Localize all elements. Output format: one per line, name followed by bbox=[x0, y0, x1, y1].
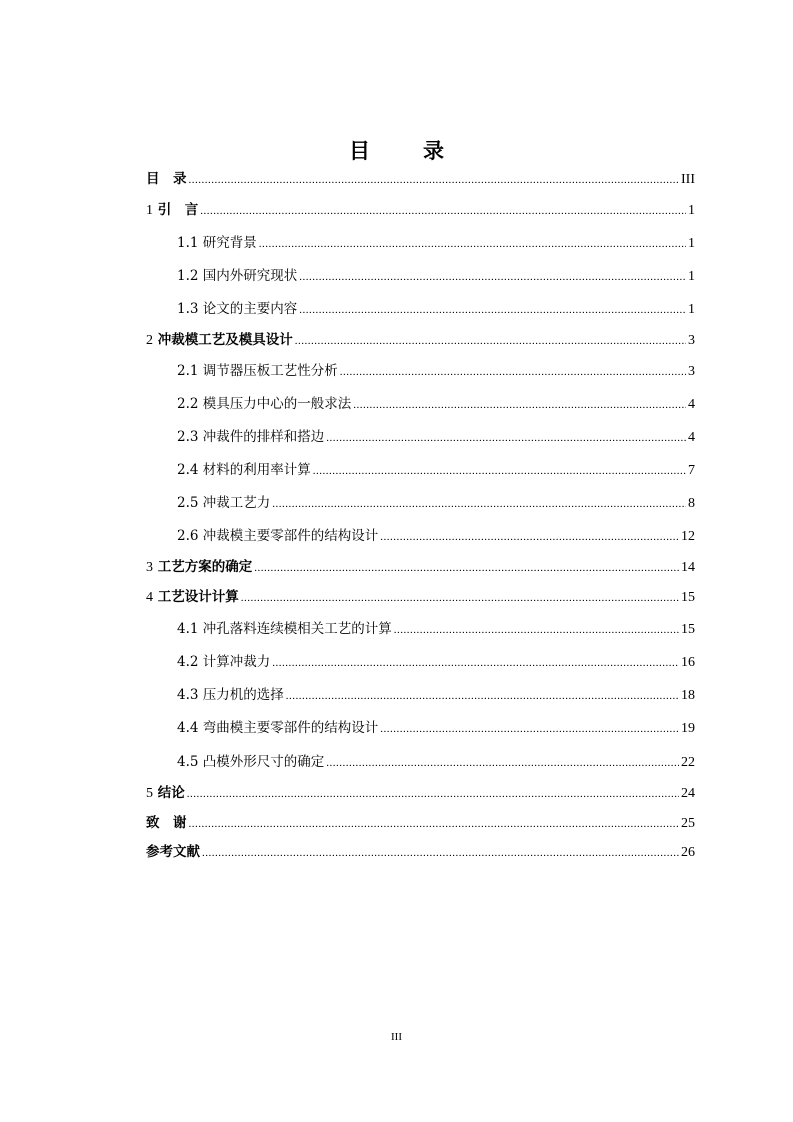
dot-leader bbox=[254, 556, 679, 580]
toc-entry-section[interactable] bbox=[177, 297, 695, 321]
toc-entry-page-number: 26 bbox=[681, 845, 695, 860]
toc-entry-title: 致 谢 bbox=[146, 815, 187, 831]
toc-entry-page-number: 4 bbox=[688, 397, 695, 412]
toc-entry-section[interactable] bbox=[177, 524, 695, 548]
toc-entry-section[interactable] bbox=[177, 617, 695, 641]
toc-title: 目 录 bbox=[349, 139, 460, 163]
toc-entry-number: 4.3 bbox=[177, 687, 199, 703]
toc-entry-label bbox=[146, 198, 198, 223]
toc-entry-title: 工艺方案的确定 bbox=[157, 559, 253, 575]
dot-leader bbox=[299, 265, 686, 289]
toc-entry-chapter[interactable] bbox=[146, 840, 695, 864]
toc-entry-label bbox=[177, 425, 324, 449]
toc-entry-title: 参考文献 bbox=[146, 844, 200, 860]
toc-entry-page-number: 7 bbox=[688, 463, 695, 478]
toc-entry-section[interactable] bbox=[177, 650, 695, 674]
toc-entry-title: 压力机的选择 bbox=[202, 687, 284, 703]
toc-entry-section[interactable] bbox=[177, 264, 695, 288]
toc-entry-label bbox=[177, 264, 297, 288]
dot-leader bbox=[202, 841, 679, 865]
toc-entry-chapter[interactable] bbox=[146, 328, 695, 352]
toc-entry-number: 1.1 bbox=[177, 235, 199, 251]
dot-leader bbox=[295, 329, 686, 353]
toc-entry-page-number: 25 bbox=[681, 816, 695, 831]
toc-entry-title: 材料的利用率计算 bbox=[202, 462, 311, 478]
toc-entry-number: 4.4 bbox=[177, 720, 199, 736]
dot-leader bbox=[326, 426, 686, 450]
toc-entry-page-number: 1 bbox=[688, 203, 695, 218]
toc-entry-label bbox=[146, 167, 187, 191]
toc-entry-page-number: 24 bbox=[681, 786, 695, 801]
toc-entry-chapter[interactable] bbox=[146, 811, 695, 835]
toc-entry-page-number: 16 bbox=[681, 655, 695, 670]
dot-leader bbox=[241, 586, 679, 610]
toc-entry-title: 凸模外形尺寸的确定 bbox=[202, 754, 325, 770]
toc-entry-number: 3 bbox=[146, 560, 153, 575]
dot-leader bbox=[259, 232, 686, 256]
toc-entry-page-number: 12 bbox=[681, 529, 695, 544]
toc-entry-page-number: III bbox=[681, 172, 695, 187]
toc-entry-number: 1.3 bbox=[177, 301, 199, 317]
toc-entry-label bbox=[177, 524, 378, 548]
toc-entry-title: 国内外研究现状 bbox=[202, 268, 298, 284]
dot-leader bbox=[299, 298, 686, 322]
toc-entry-section[interactable] bbox=[177, 716, 695, 740]
toc-entry-number: 1 bbox=[146, 203, 153, 218]
toc-entry-section[interactable] bbox=[177, 392, 695, 416]
dot-leader bbox=[313, 459, 686, 483]
toc-entry-number: 2.5 bbox=[177, 495, 199, 511]
toc-entry-page-number: 22 bbox=[681, 755, 695, 770]
toc-entry-page-number: 4 bbox=[688, 430, 695, 445]
toc-entry-page-number: 18 bbox=[681, 688, 695, 703]
toc-entry-page-number: 1 bbox=[688, 302, 695, 317]
dot-leader bbox=[380, 717, 679, 741]
toc-entry-title: 引 言 bbox=[157, 202, 199, 218]
toc-entry-title: 冲裁件的排样和搭边 bbox=[202, 429, 325, 445]
toc-entry-label bbox=[177, 231, 257, 255]
toc-entry-section[interactable] bbox=[177, 683, 695, 707]
toc-entry-title: 调节器压板工艺性分析 bbox=[202, 363, 338, 379]
toc-entry-number: 4 bbox=[146, 590, 153, 605]
toc-entry-section[interactable] bbox=[177, 458, 695, 482]
toc-entry-label bbox=[177, 750, 324, 774]
toc-entry-page-number: 15 bbox=[681, 590, 695, 605]
toc-entry-label bbox=[177, 683, 284, 707]
toc-entry-number: 4.1 bbox=[177, 621, 199, 637]
toc-entry-section[interactable] bbox=[177, 750, 695, 774]
toc-entry-page-number: 1 bbox=[688, 236, 695, 251]
toc-entry-chapter[interactable] bbox=[146, 198, 695, 222]
toc-entry-page-number: 15 bbox=[681, 622, 695, 637]
dot-leader bbox=[353, 393, 686, 417]
dot-leader bbox=[286, 684, 679, 708]
toc-entry-title: 目 录 bbox=[146, 171, 187, 187]
toc-entry-title: 冲裁模工艺及模具设计 bbox=[157, 332, 293, 348]
toc-entry-number: 2.2 bbox=[177, 396, 199, 412]
toc-entry-section[interactable] bbox=[177, 359, 695, 383]
dot-leader bbox=[200, 199, 686, 223]
toc-entry-label bbox=[177, 359, 338, 383]
dot-leader bbox=[380, 525, 679, 549]
toc-entry-number: 4.2 bbox=[177, 654, 199, 670]
toc-entry-page-number: 3 bbox=[688, 333, 695, 348]
toc-entry-title: 冲裁工艺力 bbox=[202, 495, 271, 511]
toc-entry-chapter[interactable] bbox=[146, 555, 695, 579]
toc-entry-section[interactable] bbox=[177, 491, 695, 515]
toc-entry-label bbox=[177, 491, 270, 515]
toc-entry-section[interactable] bbox=[177, 425, 695, 449]
toc-entry-number: 5 bbox=[146, 786, 153, 801]
toc-entry-label bbox=[177, 716, 378, 740]
toc-entry-page-number: 14 bbox=[681, 560, 695, 575]
dot-leader bbox=[272, 651, 679, 675]
toc-entry-number: 2.4 bbox=[177, 462, 199, 478]
dot-leader bbox=[340, 360, 686, 384]
toc-entry-number: 4.5 bbox=[177, 754, 199, 770]
toc-entry-chapter[interactable] bbox=[146, 167, 695, 191]
toc-entry-title: 冲裁模主要零部件的结构设计 bbox=[202, 528, 379, 544]
toc-entry-label bbox=[146, 811, 187, 835]
toc-entry-page-number: 8 bbox=[688, 496, 695, 511]
toc-entry-title: 工艺设计计算 bbox=[157, 589, 239, 605]
toc-entry-label bbox=[146, 585, 239, 610]
toc-entry-page-number: 19 bbox=[681, 721, 695, 736]
toc-entry-section[interactable] bbox=[177, 231, 695, 255]
dot-leader bbox=[326, 751, 679, 775]
page-footer-number: III bbox=[391, 1031, 402, 1043]
toc-entry-number: 2.3 bbox=[177, 429, 199, 445]
toc-entry-label bbox=[146, 555, 252, 580]
toc-entry-title: 冲孔落料连续模相关工艺的计算 bbox=[202, 621, 392, 637]
toc-entry-chapter[interactable] bbox=[146, 781, 695, 805]
toc-entry-title: 论文的主要内容 bbox=[202, 301, 298, 317]
toc-entry-label bbox=[146, 840, 200, 864]
toc-entry-number: 1.2 bbox=[177, 268, 199, 284]
toc-entry-title: 弯曲模主要零部件的结构设计 bbox=[202, 720, 379, 736]
toc-entry-label bbox=[177, 392, 351, 416]
toc-entry-title: 计算冲裁力 bbox=[202, 654, 271, 670]
toc-entry-title: 研究背景 bbox=[202, 235, 257, 251]
toc-entry-label bbox=[177, 650, 270, 674]
toc-entry-number: 2.6 bbox=[177, 528, 199, 544]
dot-leader bbox=[189, 168, 680, 192]
toc-entry-chapter[interactable] bbox=[146, 585, 695, 609]
dot-leader bbox=[187, 782, 679, 806]
toc-entry-number: 2 bbox=[146, 333, 153, 348]
toc-entry-title: 模具压力中心的一般求法 bbox=[202, 396, 352, 412]
toc-entry-label bbox=[177, 458, 311, 482]
toc-entry-page-number: 3 bbox=[688, 364, 695, 379]
dot-leader bbox=[394, 618, 679, 642]
toc-entry-number: 2.1 bbox=[177, 363, 199, 379]
dot-leader bbox=[272, 492, 686, 516]
toc-entry-label bbox=[177, 617, 392, 641]
toc-entry-label bbox=[177, 297, 297, 321]
toc-entry-title: 结论 bbox=[157, 785, 185, 801]
toc-entry-page-number: 1 bbox=[688, 269, 695, 284]
toc-entry-label bbox=[146, 328, 293, 353]
dot-leader bbox=[189, 812, 680, 836]
toc-entry-label bbox=[146, 781, 185, 806]
